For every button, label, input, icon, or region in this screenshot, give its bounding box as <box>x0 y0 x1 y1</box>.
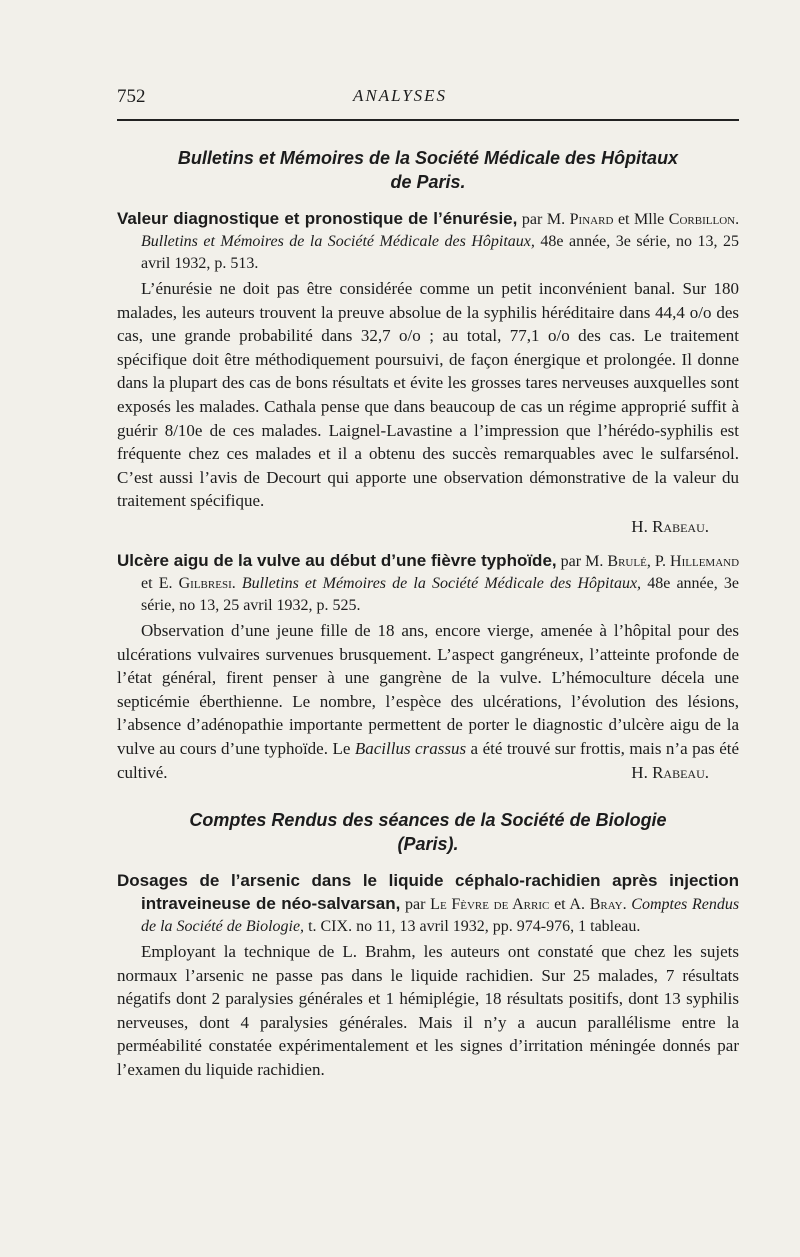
citation-ref: 48e année, 3e série, no 13, 25 avril 1932, p. 525. <box>141 574 740 614</box>
author-name: Bray. <box>589 896 627 914</box>
article-body: Employant la technique de L. Brahm, les auteurs ont constaté que chez les sujets normaux l’arsenic ne passe pas dans le liquide rachidien. Sur 25 malades, 7 résultats négatifs dont 2 paralysies générales et 1 hémiplégie, 18 résultats positifs, dont 13 syphilis nerveuses, dont 4 paralysies générales. Mais il n’y a aucun parallélisme entre la perméabilité constatée expérimentalement et les signes d’irritation méningée donnés par l’examen du liquide rachidien. <box>117 942 739 1080</box>
and-text: et Mlle <box>617 211 665 228</box>
author-initial: P. <box>654 552 666 570</box>
citation-ref: 48e année, 3e série, no 13, 25 avril 1932, p. 513. <box>141 233 740 272</box>
author-name: Corbillon. <box>668 211 740 228</box>
article-heading <box>117 870 739 938</box>
journal-name: Comptes Rendus de la Société de Biologie, <box>141 896 740 936</box>
author-name: Pinard <box>569 211 614 228</box>
author-name: Le Fèvre de Arric <box>430 896 550 914</box>
body-text: Observation d’une jeune fille de 18 ans, encore vierge, amenée à l’hôpital pour des ulcérations vulvaires survenues brusquement. L’aspect gangréneux, l’atteinte profonde de l’état général, firent penser à une gangrène de la vulve. L’hémoculture décela une septicémie éberthienne. Le nombre, l’espèce des ulcérations, l’évolution des lésions, l’absence d’adénopathie importante permettent de porter le diagnostic d’ulcère aigu de la vulve au cours d’une typhoïde. Le <box>117 620 739 758</box>
by-text: par M. <box>521 211 566 228</box>
article-signature <box>117 515 739 538</box>
article-signature <box>607 761 739 785</box>
article-heading <box>117 550 739 617</box>
article-title: Ulcère aigu de la vulve au début d’une fièvre typhoïde, <box>117 550 557 570</box>
page-number: 752 <box>117 86 146 107</box>
article-title: Dosages de l’arsenic dans le liquide céphalo-rachidien après injection intraveineuse de néo-salvarsan, <box>117 871 739 914</box>
section-title-line2: (Paris). <box>397 834 459 855</box>
journal-name: Bulletins et Mémoires de la Société Médicale des Hôpitaux, <box>241 574 642 592</box>
article-body: L’énurésie ne doit pas être considérée comme un petit inconvénient banal. Sur 180 malades, les auteurs trouvent la preuve absolue de la syphilis héréditaire dans 44,4 o/o des cas, une grande probabilité dans 32,7 o/o ; au total, 77,1 o/o des cas. Le traitement spécifique doit être méthodiquement poursuivi, de façon énergique et prolongée. Il donne dans la plupart des cas de bons résultats et évite les grosses tares nerveuses auxquelles sont exposés les malades. Cathala pense que dans beaucoup de cas un régime approprié suffit à guérir 8/10e de ces malades. Laignel-Lavastine a l’impression que l’hérédo-syphilis est fréquente chez ces malades et il a obtenu des succès remarquables avec le sulfarsénol. C’est aussi l’avis de Decourt qui apporte une observation démonstrative de la valeur du traitement spécifique. <box>117 279 739 511</box>
article-title: Valeur diagnostique et pronostique de l’énurésie, <box>117 209 518 228</box>
article-enuresie <box>117 208 739 538</box>
running-head: ANALYSES <box>352 86 448 105</box>
section-title-line2: de Paris. <box>390 172 466 192</box>
article-heading <box>117 208 739 275</box>
citation-ref: t. CIX. no 11, 13 avril 1932, pp. 974-976, 1 tableau. <box>308 918 641 936</box>
species-name: Bacillus crassus <box>354 738 467 758</box>
page-content <box>117 146 739 1082</box>
and-text: et A. <box>554 896 585 914</box>
article-arsenic <box>117 870 739 1082</box>
article-body <box>117 619 739 784</box>
section-title-bulletins <box>117 146 739 194</box>
article-ulcere <box>117 550 739 784</box>
signature-name: Rabeau. <box>652 762 709 782</box>
by-text: par <box>405 896 426 914</box>
signature-initial: H. <box>631 516 648 536</box>
signature-initial: H. <box>631 762 648 782</box>
author-name: Gilbresi. <box>178 574 236 592</box>
author-name: Hillemand <box>670 552 740 570</box>
section-title-comptes-rendus <box>117 808 739 856</box>
author-name: Brulé, <box>607 552 651 570</box>
by-text: par M. <box>560 552 604 570</box>
body-text-end: a été trouvé sur frottis, mais n’a pas été cultivé. <box>117 738 740 782</box>
header-rule <box>117 119 739 121</box>
section-title-line1: Bulletins et Mémoires de la Société Médicale des Hôpitaux <box>177 148 679 168</box>
signature-name: Rabeau. <box>652 516 709 536</box>
journal-name: Bulletins et Mémoires de la Société Médicale des Hôpitaux, <box>141 233 535 250</box>
and-text: et E. <box>141 574 173 592</box>
section-title-line1: Comptes Rendus des séances de la Société de Biologie <box>189 810 667 831</box>
